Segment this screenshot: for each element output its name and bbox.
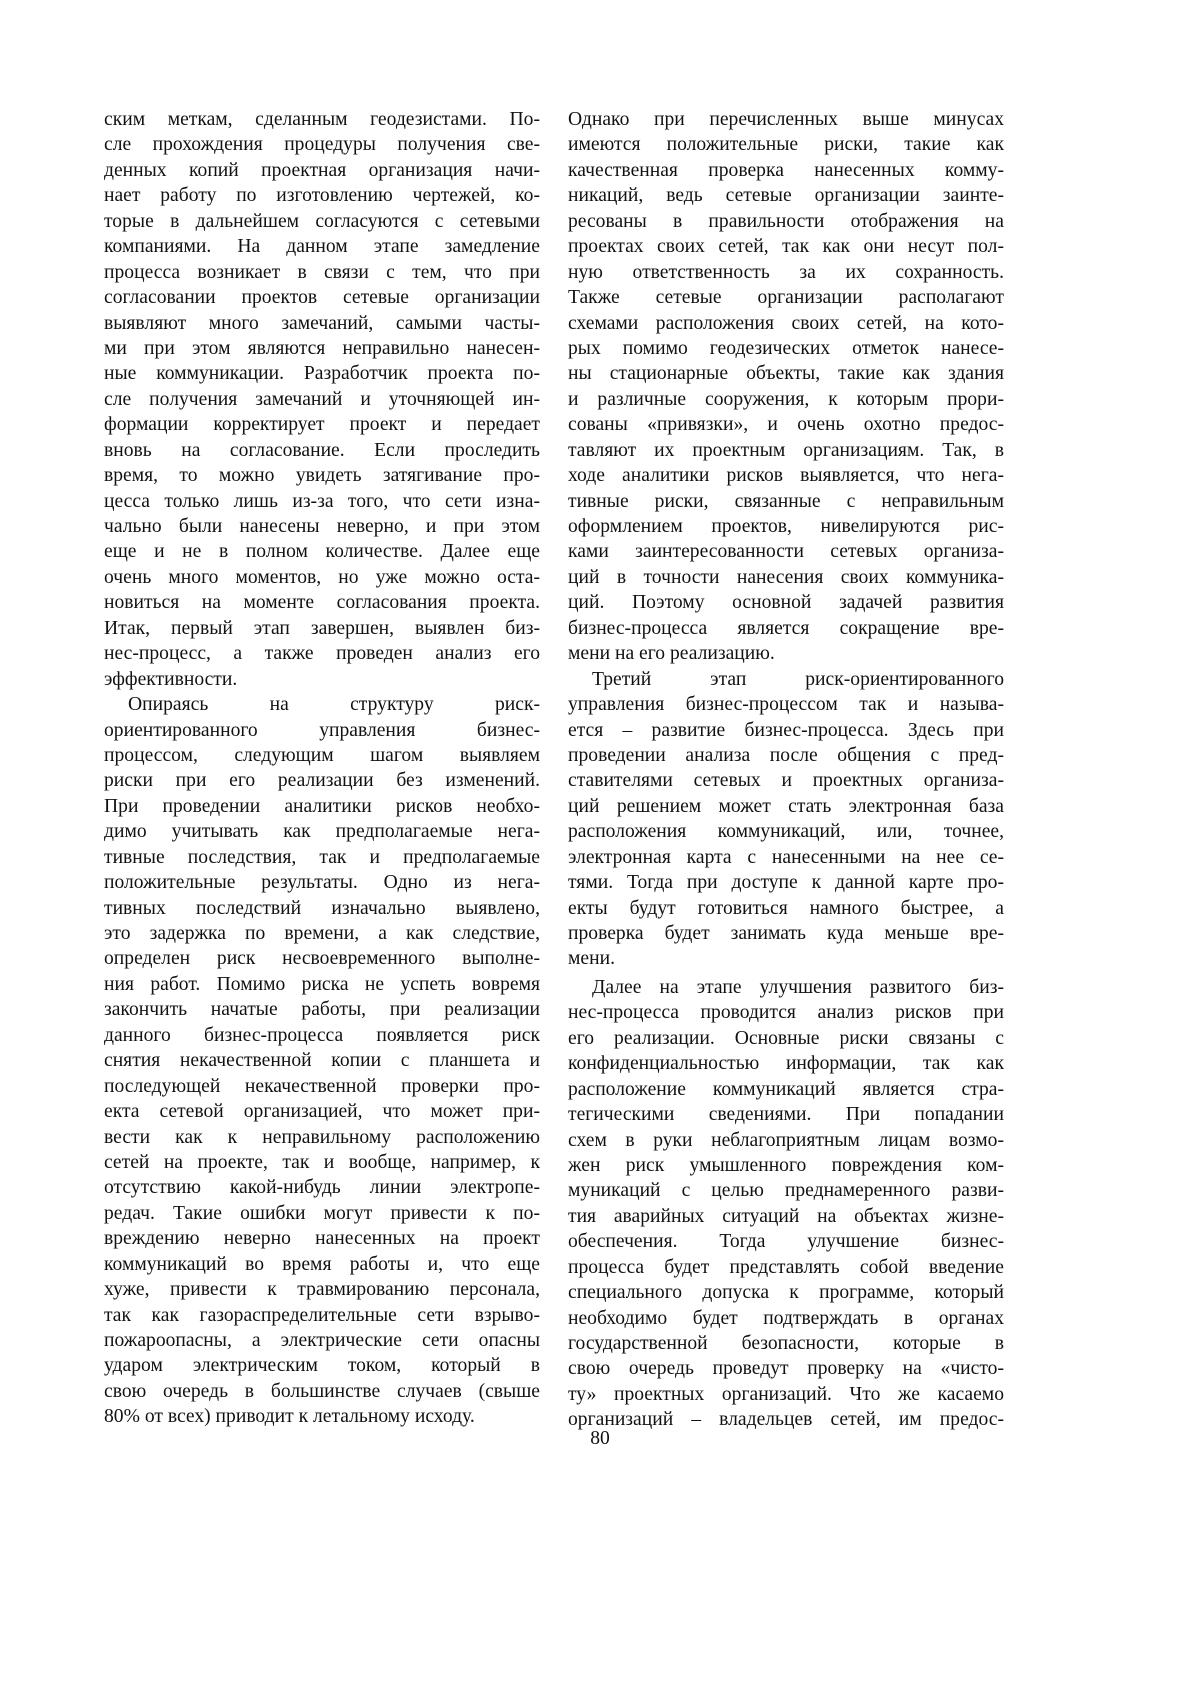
text-line: формации корректирует проект и передает [104, 412, 540, 437]
text-line: эффективности. [104, 667, 540, 692]
text-line: коммуникаций во время работы и, что еще [104, 1252, 540, 1277]
text-line: мени на его реализацию. [568, 641, 1004, 666]
text-line: димо учитывать как предполагаемые нега- [104, 819, 540, 844]
text-line: муникаций с целью преднамеренного разви- [568, 1178, 1004, 1203]
text-line: сле прохождения процедуры получения све- [104, 132, 540, 157]
text-line: ставителями сетевых и проектных организа- [568, 768, 1004, 793]
text-line: торые в дальнейшем согласуются с сетевыми [104, 209, 540, 234]
text-line: ресованы в правильности отображения на [568, 209, 1004, 234]
text-line: риски при его реализации без изменений. [104, 768, 540, 793]
text-line: ные коммуникации. Разработчик проекта по- [104, 361, 540, 386]
text-line: ми при этом являются неправильно нанесен- [104, 336, 540, 361]
text-line: тивных последствий изначально выявлено, [104, 896, 540, 921]
text-line: процессом, следующим шагом выявляем [104, 743, 540, 768]
text-line: нает работу по изготовлению чертежей, ко- [104, 183, 540, 208]
text-line: сетей на проекте, так и вообще, например, к [104, 1150, 540, 1175]
page-number: 80 [0, 1426, 1200, 1451]
text-line: Однако при перечисленных выше минусах [568, 107, 1004, 132]
text-line: ния работ. Помимо риска не успеть вовремя [104, 972, 540, 997]
text-line: 80% от всех) приводит к летальному исходу. [104, 1404, 540, 1429]
text-line: обеспечения. Тогда улучшение бизнес- [568, 1229, 1004, 1254]
text-line: время, то можно увидеть затягивание про- [104, 463, 540, 488]
text-line: ется – развитие бизнес-процесса. Здесь при [568, 718, 1004, 743]
paragraph [568, 975, 1004, 1433]
text-line: очень много моментов, но уже можно оста- [104, 565, 540, 590]
text-line: государственной безопасности, которые в [568, 1331, 1004, 1356]
text-line: это задержка по времени, а как следствие, [104, 921, 540, 946]
text-line: управления бизнес-процессом так и называ- [568, 692, 1004, 717]
text-line: тивные последствия, так и предполагаемые [104, 845, 540, 870]
text-line: специального допуска к программе, который [568, 1280, 1004, 1305]
right-column [568, 107, 1004, 1433]
text-line: сле получения замечаний и уточняющей ин- [104, 387, 540, 412]
text-line: ударом электрическим током, который в [104, 1353, 540, 1378]
text-line: никаций, ведь сетевые организации заинте- [568, 183, 1004, 208]
text-line: проведении анализа после общения с пред- [568, 743, 1004, 768]
text-line: ций решением может стать электронная база [568, 794, 1004, 819]
text-line: проверка будет занимать куда меньше вре- [568, 921, 1004, 946]
text-line: вреждению неверно нанесенных на проект [104, 1226, 540, 1251]
text-line: Также сетевые организации располагают [568, 285, 1004, 310]
text-line: его реализации. Основные риски связаны с [568, 1026, 1004, 1051]
text-line: новиться на моменте согласования проекта. [104, 590, 540, 615]
text-line: ту» проектных организаций. Что же касаемо [568, 1382, 1004, 1407]
text-line: нес-процесса проводится анализ рисков при [568, 1000, 1004, 1025]
text-line: редач. Такие ошибки могут привести к по- [104, 1201, 540, 1226]
text-line: Итак, первый этап завершен, выявлен биз- [104, 616, 540, 641]
text-line: последующей некачественной проверки про- [104, 1074, 540, 1099]
text-line: и различные сооружения, к которым прори- [568, 387, 1004, 412]
text-line: бизнес-процесса является сокращение вре- [568, 616, 1004, 641]
text-line: тавляют их проектным организациям. Так, в [568, 438, 1004, 463]
text-line: определен риск несвоевременного выполне- [104, 946, 540, 971]
text-line: электронная карта с нанесенными на нее се- [568, 845, 1004, 870]
text-line: тегическими сведениями. При попадании [568, 1102, 1004, 1127]
text-line: данного бизнес-процесса появляется риск [104, 1023, 540, 1048]
text-line: чально были нанесены неверно, и при этом [104, 514, 540, 539]
text-line: екты будут готовиться намного быстрее, а [568, 896, 1004, 921]
text-line: качественная проверка нанесенных комму- [568, 158, 1004, 183]
left-column [104, 107, 540, 1430]
text-line: выявляют много замечаний, самыми часты- [104, 311, 540, 336]
text-line: еще и не в полном количестве. Далее еще [104, 539, 540, 564]
text-line: екта сетевой организацией, что может при- [104, 1099, 540, 1124]
text-line: схем в руки неблагоприятным лицам возмо- [568, 1128, 1004, 1153]
text-line: согласовании проектов сетевые организации [104, 285, 540, 310]
text-line: так как газораспределительные сети взрыво- [104, 1303, 540, 1328]
text-line: тия аварийных ситуаций на объектах жизне- [568, 1204, 1004, 1229]
text-line: свою очередь в большинстве случаев (свыше [104, 1379, 540, 1404]
text-line: денных копий проектная организация начи- [104, 158, 540, 183]
text-line: ским меткам, сделанным геодезистами. По- [104, 107, 540, 132]
paragraph [104, 107, 540, 692]
text-line: ориентированного управления бизнес- [104, 718, 540, 743]
text-line: ций. Поэтому основной задачей развития [568, 590, 1004, 615]
text-line: рых помимо геодезических отметок нанесе- [568, 336, 1004, 361]
text-line: ками заинтересованности сетевых организа- [568, 539, 1004, 564]
text-line: ны стационарные объекты, такие как здания [568, 361, 1004, 386]
text-line: компаниями. На данном этапе замедление [104, 234, 540, 259]
text-line: жен риск умышленного повреждения ком- [568, 1153, 1004, 1178]
text-line: ций в точности нанесения своих коммуника- [568, 565, 1004, 590]
text-line: положительные результаты. Одно из нега- [104, 870, 540, 895]
text-line: пожароопасны, а электрические сети опасны [104, 1328, 540, 1353]
text-line: ную ответственность за их сохранность. [568, 260, 1004, 285]
text-line: процесса возникает в связи с тем, что при [104, 260, 540, 285]
text-line: закончить начатые работы, при реализации [104, 997, 540, 1022]
text-line: вновь на согласование. Если проследить [104, 438, 540, 463]
text-line: Опираясь на структуру риск- [104, 692, 540, 717]
text-line: снятия некачественной копии с планшета и [104, 1048, 540, 1073]
text-line: тивные риски, связанные с неправильным [568, 489, 1004, 514]
text-line: нес-процесс, а также проведен анализ его [104, 641, 540, 666]
text-line: оформлением проектов, нивелируются рис- [568, 514, 1004, 539]
text-line: имеются положительные риски, такие как [568, 132, 1004, 157]
text-line: сованы «привязки», и очень охотно предос- [568, 412, 1004, 437]
paragraph [568, 667, 1004, 972]
text-line: свою очередь проведут проверку на «чисто- [568, 1356, 1004, 1381]
text-line: цесса только лишь из-за того, что сети изна- [104, 489, 540, 514]
paragraph [568, 107, 1004, 667]
text-line: необходимо будет подтверждать в органах [568, 1306, 1004, 1331]
text-line: хуже, привести к травмированию персонала, [104, 1277, 540, 1302]
text-line: расположения коммуникаций, или, точнее, [568, 819, 1004, 844]
text-line: мени. [568, 946, 1004, 971]
text-line: конфиденциальностью информации, так как [568, 1051, 1004, 1076]
text-line: Далее на этапе улучшения развитого биз- [568, 975, 1004, 1000]
text-line: тями. Тогда при доступе к данной карте про- [568, 870, 1004, 895]
text-line: организаций – владельцев сетей, им предос- [568, 1407, 1004, 1432]
text-line: отсутствию какой-нибудь линии электропе- [104, 1175, 540, 1200]
text-line: ходе аналитики рисков выявляется, что нега- [568, 463, 1004, 488]
text-line: Третий этап риск-ориентированного [568, 667, 1004, 692]
text-line: расположение коммуникаций является стра- [568, 1077, 1004, 1102]
text-line: схемами расположения своих сетей, на кото- [568, 311, 1004, 336]
text-line: При проведении аналитики рисков необхо- [104, 794, 540, 819]
text-line: проектах своих сетей, так как они несут пол- [568, 234, 1004, 259]
text-line: вести как к неправильному расположению [104, 1125, 540, 1150]
paragraph [104, 692, 540, 1430]
text-line: процесса будет представлять собой введение [568, 1255, 1004, 1280]
